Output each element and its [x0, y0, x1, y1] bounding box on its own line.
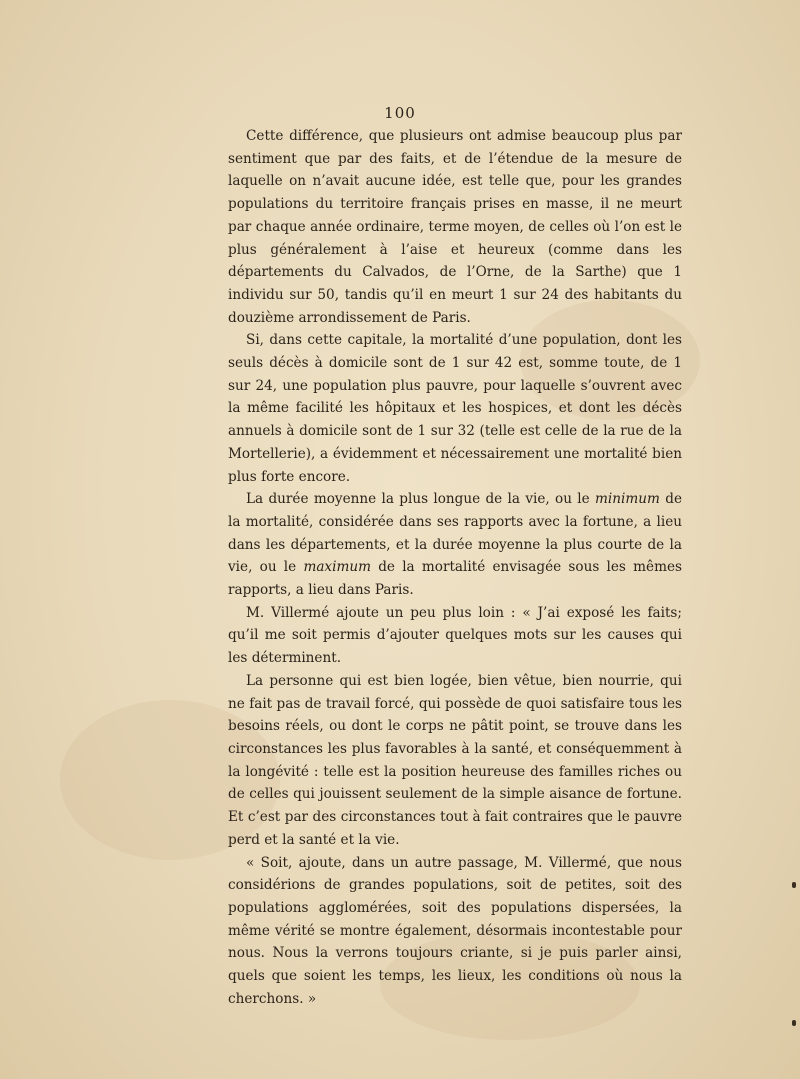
paragraph-text: M. Villermé ajoute un peu plus loin : « J’ai exposé les faits; qu’il me soit permis d’ajouter quelques mots sur les causes qui les déterminent. [228, 604, 682, 667]
paragraph [228, 670, 682, 852]
paragraph-text: Si, dans cette capitale, la mortalité d’une population, dont les seuls décès à domicile sont de 1 sur 42 est, somme toute, de 1 sur 24, une population plus pauvre, pour laquelle s’ouvrent avec la même facilité les hôpitaux et les hospices, et dont les décès annuels à domicile sont de 1 sur 32 (telle est celle de la rue de la Mortellerie), a évidemment et nécessairement une mortalité bien plus forte encore. [228, 332, 682, 485]
paragraph [228, 329, 682, 488]
paragraph-text: de la mortalité envisagée sous les mêmes rapports, a lieu dans Paris. [228, 559, 682, 599]
paragraph-text: La durée moyenne la plus longue de la vie, ou le [246, 491, 596, 508]
paragraph-italic: minimum [595, 491, 660, 508]
paragraph-text: La personne qui est bien logée, bien vêtue, bien nourrie, qui ne fait pas de travail forcé, qui possède de quoi satisfaire tous les besoins réels, ou dont le corps ne pâtit point, se trouve dans les circonstances les plus favorables à la santé, et conséquemment à la longévité : telle est la position heureuse des familles riches ou de celles qui jouissent seulement de la simple aisance de fortune. Et c’est par des circonstances tout à fait contraires que le pauvre perd et la santé et la vie. [228, 672, 682, 848]
page-number: 100 [384, 104, 416, 122]
body-text [228, 125, 682, 1010]
paragraph-text: de la mortalité, considérée dans ses rapports avec la fortune, a lieu dans les départements, et la durée moyenne la plus courte de la vie, ou le [228, 491, 682, 576]
paragraph [228, 125, 682, 329]
paragraph-text: « Soit, ajoute, dans un autre passage, M. Villermé, que nous considérions de grandes populations, soit de petites, soit des populations agglomérées, soit des populations dispersées, la même vérité se montre également, désormais incontestable pour nous. Nous la verrons toujours criante, si je puis parler ainsi, quels que soient les temps, les lieux, les conditions où nous la cherchons. » [228, 854, 682, 1007]
paragraph [228, 602, 682, 670]
paragraph-text: Cette différence, que plusieurs ont admise beaucoup plus par sentiment que par des faits, et de l’étendue de la mesure de laquelle on n’avait aucune idée, est telle que, pour les grandes populations du territoire français prises en masse, il ne meurt par chaque année ordinaire, terme moyen, de celles où l’on est le plus généralement à l’aise et heureux (comme dans les départements du Calvados, de l’Orne, de la Sarthe) que 1 individu sur 50, tandis qu’il en meurt 1 sur 24 des habitants du douzième arrondissement de Paris. [228, 128, 682, 326]
paragraph [228, 488, 682, 602]
margin-mark [792, 1020, 796, 1026]
paragraph [228, 852, 682, 1011]
paragraph-italic: maximum [303, 559, 371, 576]
margin-mark [792, 882, 796, 888]
